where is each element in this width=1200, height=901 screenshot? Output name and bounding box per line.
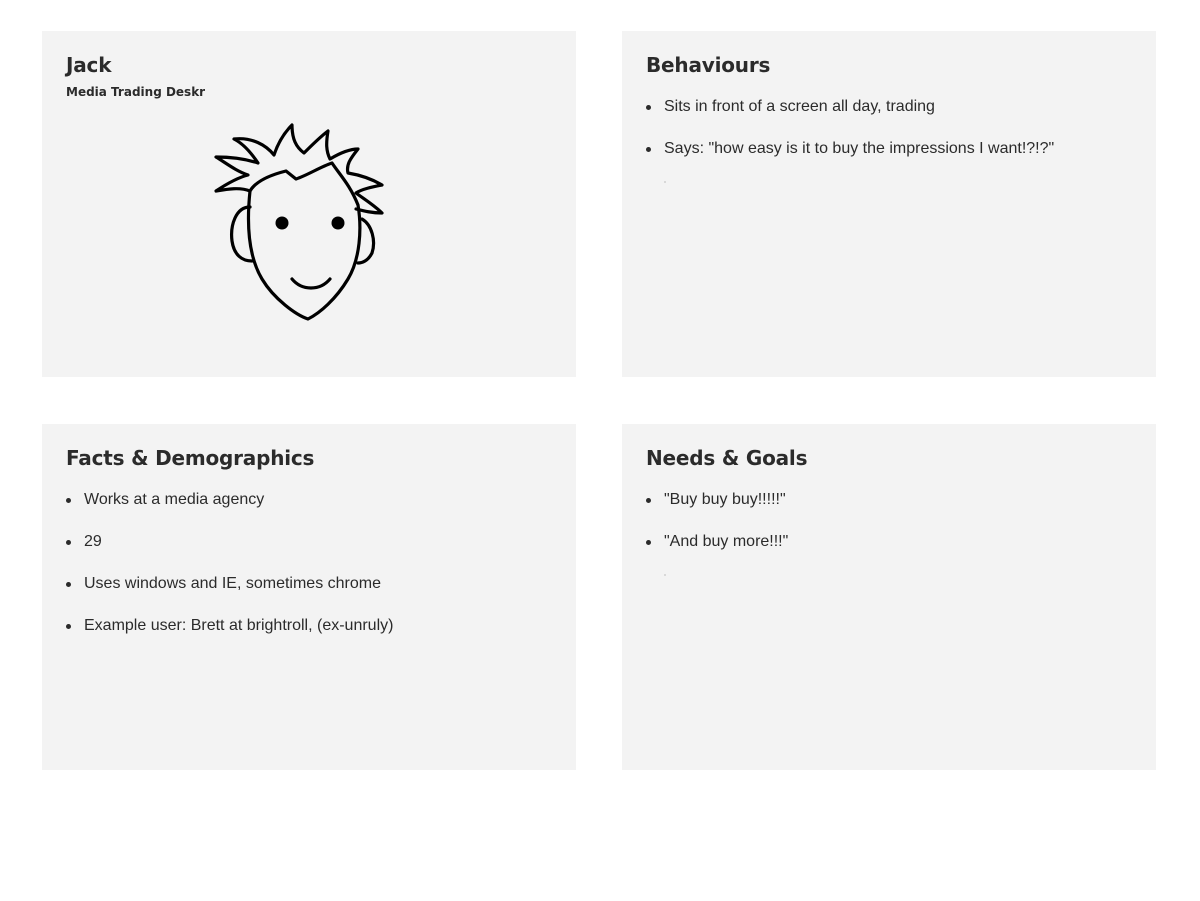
bullet-icon <box>646 540 651 545</box>
cartoon-face-icon <box>212 119 408 323</box>
list-item <box>66 574 552 594</box>
bullet-icon <box>646 105 651 110</box>
bullet-icon <box>646 498 651 503</box>
list-item-text: Works at a media agency <box>84 491 265 508</box>
behaviours-list <box>646 97 1132 183</box>
list-item-text: 29 <box>84 533 102 550</box>
list-item-text: Example user: Brett at brightroll, (ex-unruly) <box>84 617 394 634</box>
facts-title: Facts & Demographics <box>66 446 315 470</box>
facts-card <box>42 424 576 770</box>
behaviours-card <box>622 31 1156 377</box>
bullet-icon <box>66 624 71 629</box>
list-item <box>66 532 552 552</box>
list-item <box>66 616 552 636</box>
list-item <box>646 490 1132 510</box>
bullet-icon <box>66 582 71 587</box>
list-item-text: Sits in front of a screen all day, trading <box>664 98 935 115</box>
needs-title: Needs & Goals <box>646 446 808 470</box>
empty-bullet-marker <box>664 181 666 183</box>
persona-role: Media Trading Deskr <box>66 85 206 99</box>
needs-list <box>646 490 1132 576</box>
bullet-icon <box>66 498 71 503</box>
list-item <box>646 97 1132 117</box>
list-item-text: "Buy buy buy!!!!!" <box>664 491 786 508</box>
needs-card <box>622 424 1156 770</box>
bullet-icon <box>646 147 651 152</box>
list-item <box>66 490 552 510</box>
list-item-text: Uses windows and IE, sometimes chrome <box>84 575 381 592</box>
persona-card <box>42 31 576 377</box>
persona-name: Jack <box>66 53 112 77</box>
list-item-text: "And buy more!!!" <box>664 533 789 550</box>
behaviours-title: Behaviours <box>646 53 771 77</box>
list-item-text: Says: "how easy is it to buy the impressions I want!?!?" <box>664 140 1055 157</box>
bullet-icon <box>66 540 71 545</box>
empty-list-item <box>646 181 1132 183</box>
list-item <box>646 532 1132 552</box>
facts-list <box>66 490 552 636</box>
empty-list-item <box>646 574 1132 576</box>
list-item <box>646 139 1132 159</box>
empty-bullet-marker <box>664 574 666 576</box>
